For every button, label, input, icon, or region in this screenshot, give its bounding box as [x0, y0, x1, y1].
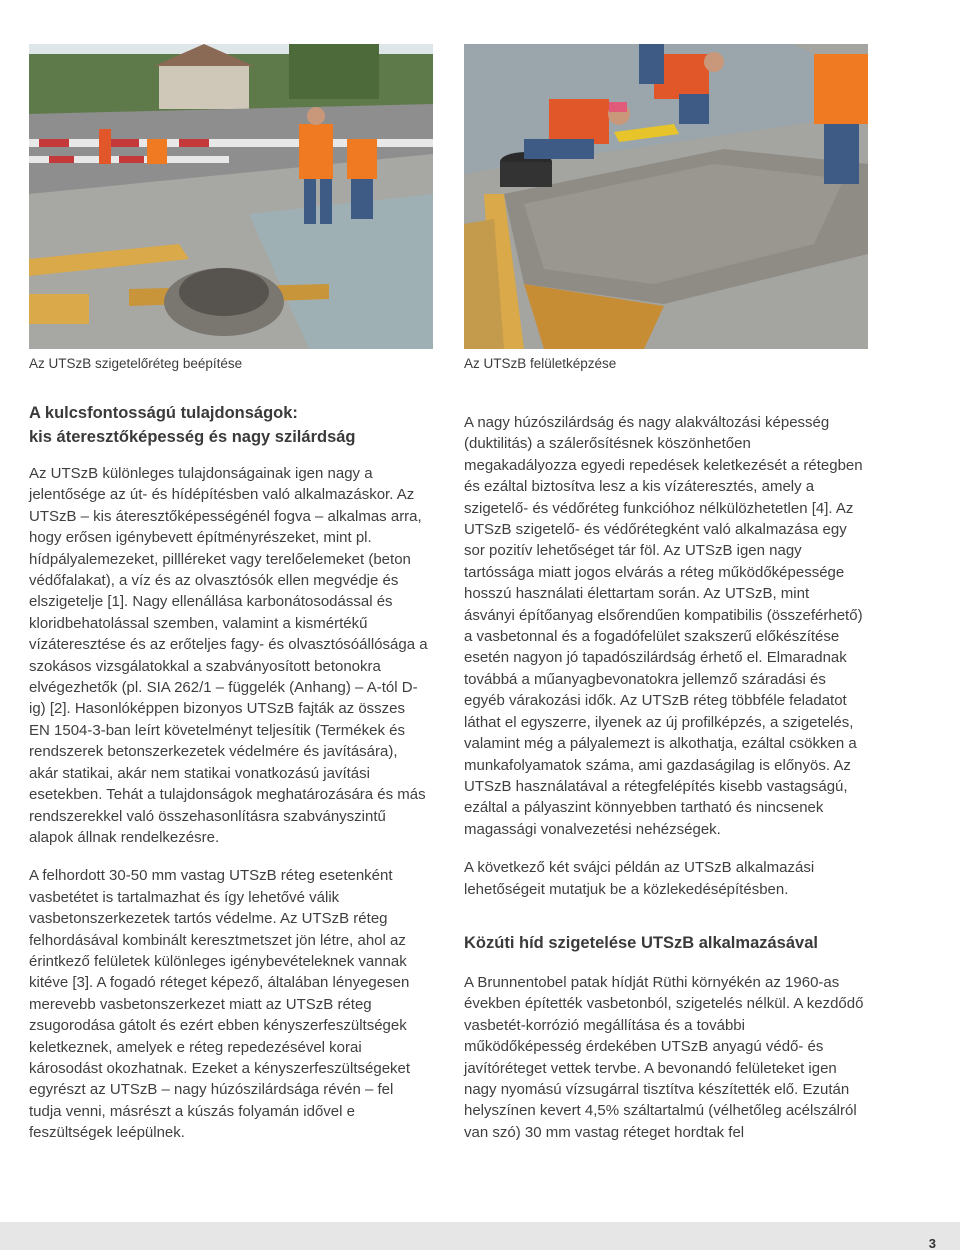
right-paragraph-2: A következő két svájci példán az UTSzB alkalmazási lehetőségeit mutatjuk be a közlekedésépítésben.	[464, 859, 815, 898]
photo-caption-left: Az UTSzB szigetelőréteg beépítése	[29, 356, 243, 371]
left-text-column	[29, 401, 429, 1144]
photo-utszb-installation	[29, 44, 433, 349]
footer-band	[0, 1222, 960, 1250]
left-paragraph-1: Az UTSzB különleges tulajdonságainak igen nagy a jelentősége az út- és hídépítésben való alkalmazáskor. Az UTSzB – kis áteresztőképességénél fogva – alkalmas arra, hogy erősen igénybevett építményrészeket, mint pl. hídpályalemezeket, pillléreket vagy terelőelemeket (beton védőfalakat), a víz és az olvasztósók ellen megvédje és elszigetelje [1]. Nagy ellenállása karbonátosodással és kloridbehatolással szemben, valamint a kismértékű vízáteresztése és az erőteljes fagy- és olvasztósóállósága a szokásos vizsgálatokkal a szabványosított betonokra elvégezhetők (pl. SIA 262/1 – függelék (Anhang) – A-tól D-ig) [2]. Hasonlóképpen bizonyos UTSzB fajták az összes EN 1504-3-ban leírt követelményt teljesítik (Termékek és rendszerek betonszerkezetek védelmére és javítására), akár statikai, akár nem statikai vonatkozású javítási esetekben. Tehát a tulajdonságok meghatározására és más rendszerekkel való összehasonlításra szabványszintű alapok állnak rendelkezésre.	[29, 465, 428, 846]
paragraph-gap	[29, 848, 429, 865]
photo-caption-right: Az UTSzB felületképzése	[464, 356, 617, 371]
photo-utszb-surface-finishing	[464, 44, 868, 349]
paragraph-gap	[464, 840, 864, 857]
subsection-title: Közúti híd szigetelése UTSzB alkalmazásával	[464, 933, 818, 952]
section-spacer	[464, 954, 864, 972]
left-paragraph-2: A felhordott 30-50 mm vastag UTSzB réteg esetenként vasbetétet is tartalmazhat és így lehetővé válik vasbetonszerkezetek tartós védelme. Az UTSzB réteg felhordásával kombinált keresztmetszet jön létre, ahol az érintkező felületek különleges igénybevételeknek vannak kitéve [3]. A fogadó réteget képező, általában lényegesen merevebb vasbetonszerkezet miatt az UTSzB réteg zsugorodása gátolt és ezért ebben kényszerfeszültségek keletkeznek, amelyek e réteg repedezésével korai károsodást okozhatnak. Ezeket a kényszerfeszültségeket egyrészt az UTSzB – nagy húzószilárdsága révén – fel tudja venni, másrészt a kúszás folyamán idővel e feszültségek leépülnek.	[29, 867, 411, 1142]
heading-line-1: A kulcsfontosságú tulajdonságok:	[29, 404, 298, 422]
section-spacer	[464, 900, 864, 932]
section-heading	[29, 401, 429, 449]
right-paragraph-3: A Brunnentobel patak hídját Rüthi környékén az 1960-as években építették vasbetonból, szigetelés nélkül. A kezdődő vasbetét-korrózió megállítása és a további működőképesség érdekében UTSzB anyagú védő- és javítóréteget vettek tervbe. A bevonandó felületeket igen nagy nyomású vízsugárral tisztítva készítették elő. Ezután helyszínen kevert 4,5% száltartalmú (vélhetőleg acélszálról van szó) 30 mm vastag réteget hordtak fel	[464, 973, 864, 1141]
right-paragraph-1: A nagy húzószilárdság és nagy alakváltozási képesség (duktilitás) a szálerősítésnek köszönhetően megakadályozza egyedi repedések keletkezését a rétegben és ezáltal biztosítva lesz a kis vízáteresztés, amely a szigetelő- és védőréteg funkcióhoz nélkülözhetetlen [4]. Az UTSzB szigetelő- és védőrétegként való alkalmazása egy sor pozitív lehetőséget tár föl. Az UTSzB igen nagy tartóssága miatt jogos elvárás a réteg működőképessége hosszú használati élettartam során. Az UTSzB, mint ásványi építőanyag elsőrendűen kompatibilis (összeférhető) a vasbetonnal és a fogadófelület szakszerű előkészítése esetén nagyon jó tapadószilárdság érhető el. Elmaradnak továbbá a műanyagbevonatokra jellemző száradási és egyéb várakozási idők. Az UTSzB réteg többféle feladatot láthat el egyszerre, ilyenek az új profilképzés, a szigetelés, valamint még a pályalemezt is alkothatja, ezáltal csökken a munkafolyamatok száma, ami gazdaságilag is előnyös. Az UTSzB használatával a rétegfelépítés kisebb vastagságú, ezáltal a pályaszint könnyebben tartható és nincsenek magassági vonalvezetési nehézségek.	[464, 414, 863, 838]
heading-line-2: kis áteresztőképesség és nagy szilárdság	[29, 428, 356, 446]
right-text-column	[464, 412, 864, 1143]
page-number: 3	[928, 1236, 936, 1251]
